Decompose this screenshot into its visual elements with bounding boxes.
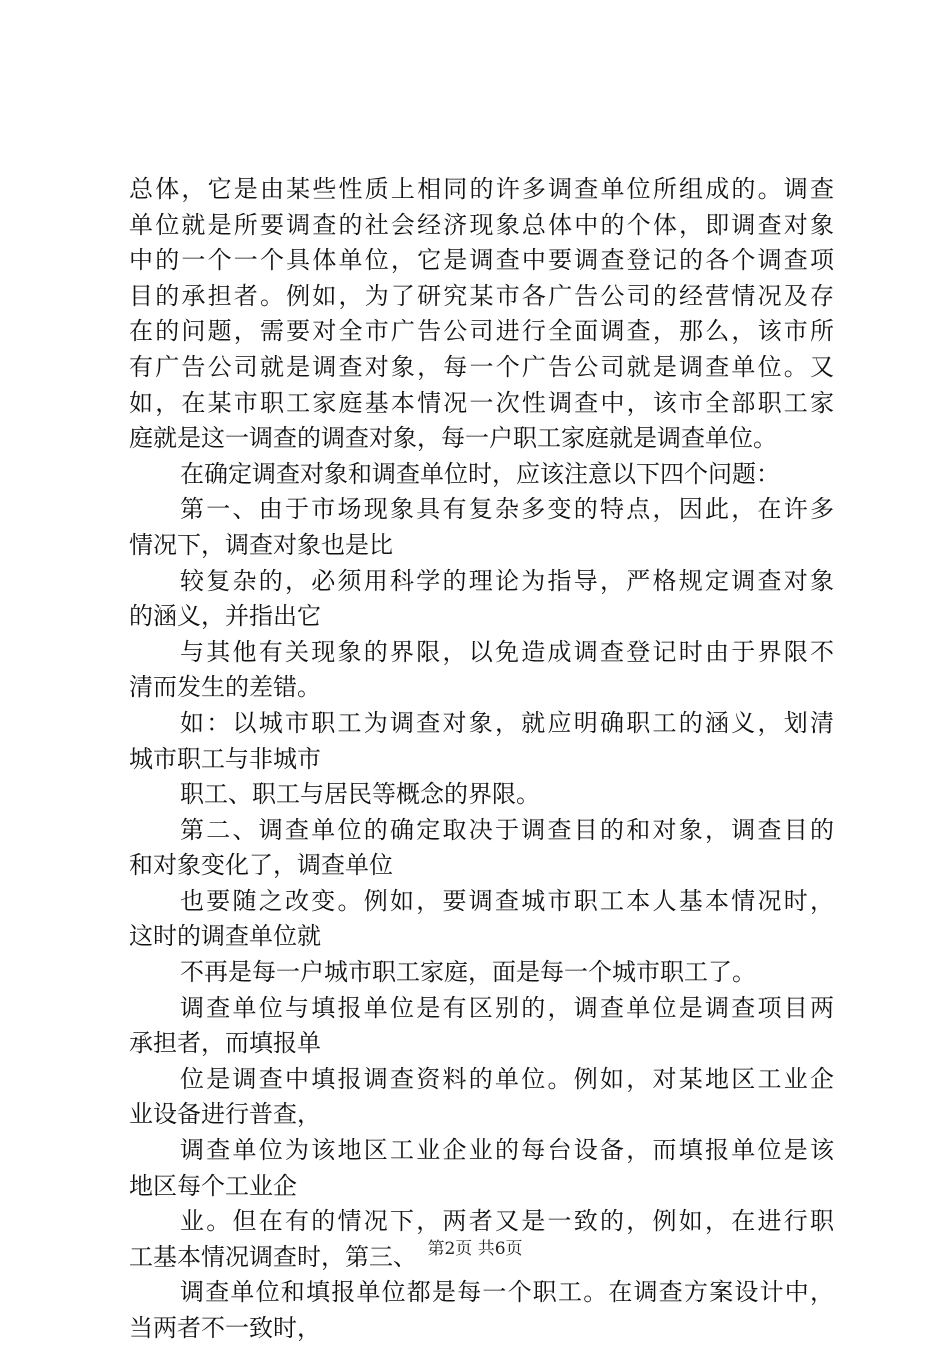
text-line: 如，在某市职工家庭基本情况一次性调查中，该市全部职工家 bbox=[129, 388, 834, 417]
text-line: 和对象变化了，调查单位 bbox=[129, 851, 393, 880]
text-line: 业。但在有的情况下，两者又是一致的，例如，在进行职 bbox=[180, 1207, 834, 1236]
text-line: 的涵义，并指出它 bbox=[129, 602, 321, 631]
text-line: 总体，它是由某些性质上相同的许多调查单位所组成的。调查 bbox=[129, 175, 834, 203]
text-line: 当两者不一致时， bbox=[129, 1314, 321, 1342]
text-line: 调查单位为该地区工业企业的每台设备，而填报单位是该 bbox=[180, 1136, 834, 1165]
text-line: 有广告公司就是调查对象，每一个广告公司就是调查单位。又 bbox=[129, 352, 834, 381]
text-line: 如：以城市职工为调查对象，就应明确职工的涵义，划清 bbox=[180, 708, 834, 737]
text-line: 这时的调查单位就 bbox=[129, 922, 321, 951]
text-line: 在的问题，需要对全市广告公司进行全面调查，那么，该市所 bbox=[129, 317, 834, 346]
text-line: 第二、调查单位的确定取决于调查目的和对象，调查目的 bbox=[180, 815, 834, 844]
text-line: 职工、职工与居民等概念的界限。 bbox=[180, 780, 540, 809]
text-line: 较复杂的，必须用科学的理论为指导，严格规定调查对象 bbox=[180, 566, 834, 595]
text-line: 调查单位与填报单位是有区别的，调查单位是调查项目两 bbox=[180, 993, 834, 1022]
text-line: 清而发生的差错。 bbox=[129, 673, 321, 702]
text-line: 在确定调查对象和调查单位时，应该注意以下四个问题： bbox=[180, 459, 780, 488]
text-line: 情况下，调查对象也是比 bbox=[129, 530, 393, 559]
page-number-label: 第2页 共6页 bbox=[427, 1239, 523, 1259]
text-line: 承担者，而填报单 bbox=[129, 1029, 321, 1058]
text-line: 与其他有关现象的界限，以免造成调查登记时由于界限不 bbox=[180, 637, 834, 666]
text-line: 调查单位和填报单位都是每一个职工。在调查方案设计中， bbox=[180, 1278, 834, 1307]
text-line: 庭就是这一调查的调查对象，每一户职工家庭就是调查单位。 bbox=[129, 424, 777, 453]
text-line: 城市职工与非城市 bbox=[129, 744, 321, 773]
text-line: 第一、由于市场现象具有复杂多变的特点，因此，在许多 bbox=[180, 495, 834, 524]
page-footer bbox=[0, 1238, 950, 1260]
text-line: 中的一个一个具体单位，它是调查中要调查登记的各个调查项 bbox=[129, 246, 834, 275]
text-line: 不再是每一户城市职工家庭，面是每一个城市职工了。 bbox=[180, 958, 756, 987]
body-text bbox=[129, 172, 834, 1347]
text-line: 单位就是所要调查的社会经济现象总体中的个体，即调查对象 bbox=[129, 210, 834, 239]
text-line: 也要随之改变。例如，要调查城市职工本人基本情况时， bbox=[180, 886, 834, 915]
text-line: 业设备进行普查， bbox=[129, 1100, 321, 1129]
text-line: 地区每个工业企 bbox=[129, 1171, 297, 1200]
text-line: 工基本情况调查时，第三、 bbox=[129, 1242, 417, 1271]
text-line: 目的承担者。例如，为了研究某市各广告公司的经营情况及存 bbox=[129, 281, 834, 310]
text-line: 位是调查中填报调查资料的单位。例如，对某地区工业企 bbox=[180, 1064, 834, 1093]
